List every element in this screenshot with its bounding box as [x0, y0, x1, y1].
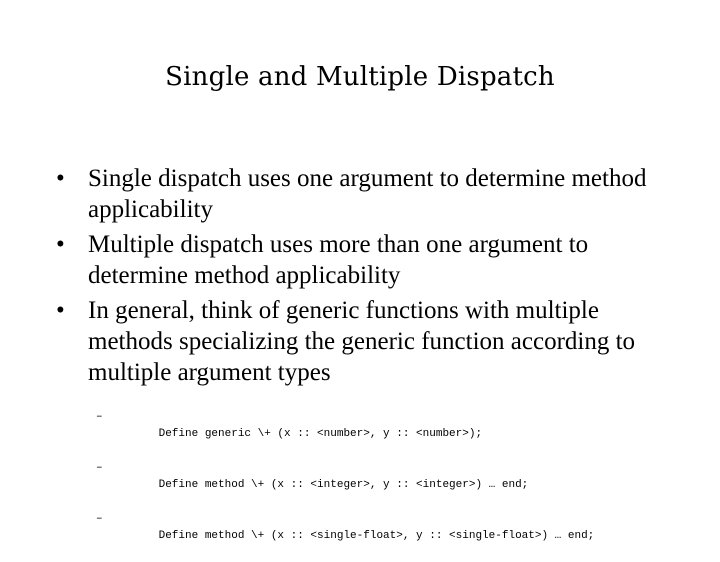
bullet-text: In general, think of generic functions with multiple methods specializing the generic function according to multiple argument types: [88, 297, 636, 386]
code-line: [96, 409, 594, 460]
code-text: Define method \+ (x :: <integer>, y :: <integer>) … end;: [158, 479, 529, 491]
slide-title: Single and Multiple Dispatch: [165, 62, 555, 92]
bullet-text: Single dispatch uses one argument to determine method applicability: [88, 165, 647, 223]
bullet-item: [52, 229, 682, 291]
bullet-marker: •: [56, 165, 65, 192]
bullet-marker: •: [56, 231, 65, 258]
dash-marker: –: [96, 462, 103, 474]
bullet-item: [52, 295, 682, 388]
code-sub-list: [96, 409, 594, 562]
bullet-marker: •: [56, 297, 65, 324]
bullet-item: [52, 163, 682, 225]
code-line: [96, 460, 594, 511]
code-text: Define method \+ (x :: <single-float>, y :: <single-float>) … end;: [158, 530, 595, 542]
code-line: [96, 511, 594, 562]
bullet-text: Multiple dispatch uses more than one argument to determine method applicability: [88, 231, 589, 289]
code-text: Define generic \+ (x :: <number>, y :: <number>);: [158, 428, 483, 440]
dash-marker: –: [96, 411, 103, 423]
bullet-list: [52, 163, 682, 392]
dash-marker: –: [96, 513, 103, 525]
